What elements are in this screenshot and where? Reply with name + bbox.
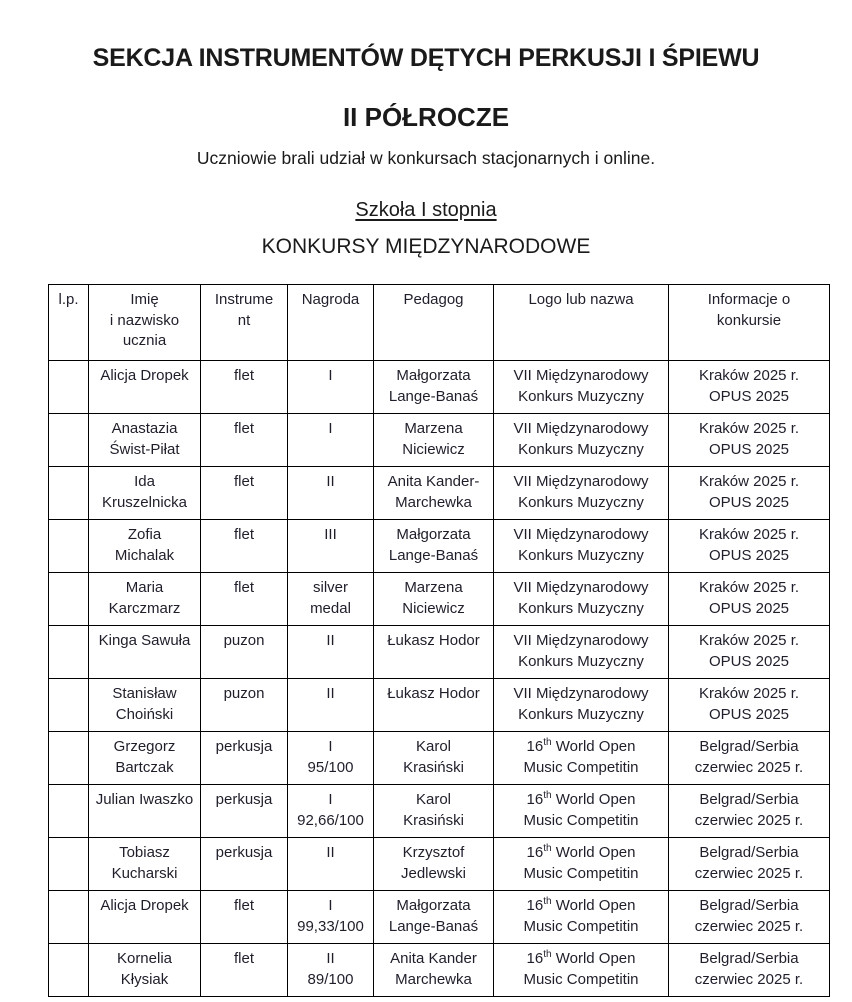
cell-lp	[49, 944, 89, 997]
cell-lp	[49, 732, 89, 785]
cell-instrument: flet	[201, 891, 288, 944]
ordinal-suffix: th	[543, 896, 552, 907]
cell-student-name: Grzegorz Bartczak	[89, 732, 201, 785]
ordinal-suffix: th	[543, 737, 552, 748]
cell-award: II	[288, 838, 374, 891]
cell-lp	[49, 573, 89, 626]
cell-lp	[49, 679, 89, 732]
cell-instrument: flet	[201, 414, 288, 467]
cell-competition-name: VII Międzynarodowy Konkurs Muzyczny	[494, 626, 669, 679]
competition-section-heading: KONKURSY MIĘDZYNARODOWE	[261, 235, 591, 259]
column-header-award: Nagroda	[288, 285, 374, 361]
cell-instrument: perkusja	[201, 785, 288, 838]
cell-lp	[49, 785, 89, 838]
page-title: SEKCJA INSTRUMENTÓW DĘTYCH PERKUSJI I ŚPIEWU	[92, 44, 760, 72]
cell-teacher: Łukasz Hodor	[374, 626, 494, 679]
cell-award: II	[288, 626, 374, 679]
cell-instrument: flet	[201, 467, 288, 520]
cell-competition-name: VII Międzynarodowy Konkurs Muzyczny	[494, 520, 669, 573]
cell-instrument: flet	[201, 573, 288, 626]
table-row	[49, 732, 830, 785]
cell-competition-name: 16th World Open Music Competitin	[494, 838, 669, 891]
cell-competition-info: Kraków 2025 r. OPUS 2025	[669, 414, 830, 467]
cell-competition-name: 16th World Open Music Competitin	[494, 891, 669, 944]
cell-competition-info: Kraków 2025 r. OPUS 2025	[669, 467, 830, 520]
cell-competition-info: Belgrad/Serbia czerwiec 2025 r.	[669, 838, 830, 891]
cell-instrument: puzon	[201, 679, 288, 732]
column-header-teacher: Pedagog	[374, 285, 494, 361]
cell-lp	[49, 520, 89, 573]
cell-lp	[49, 361, 89, 414]
cell-student-name: Alicja Dropek	[89, 891, 201, 944]
cell-competition-info: Belgrad/Serbia czerwiec 2025 r.	[669, 944, 830, 997]
cell-lp	[49, 838, 89, 891]
results-table-body	[49, 361, 830, 997]
semester-title: II PÓŁROCZE	[342, 101, 510, 132]
cell-student-name: Kinga Sawuła	[89, 626, 201, 679]
table-row	[49, 626, 830, 679]
cell-teacher: Krzysztof Jedlewski	[374, 838, 494, 891]
table-row	[49, 891, 830, 944]
cell-award: I	[288, 414, 374, 467]
cell-teacher: Małgorzata Lange-Banaś	[374, 520, 494, 573]
cell-teacher: Marzena Niciewicz	[374, 573, 494, 626]
cell-student-name: Kornelia Kłysiak	[89, 944, 201, 997]
table-row	[49, 785, 830, 838]
cell-lp	[49, 891, 89, 944]
cell-lp	[49, 626, 89, 679]
cell-award: II	[288, 467, 374, 520]
cell-competition-name: 16th World Open Music Competitin	[494, 732, 669, 785]
cell-competition-name: VII Międzynarodowy Konkurs Muzyczny	[494, 361, 669, 414]
cell-competition-name: VII Międzynarodowy Konkurs Muzyczny	[494, 467, 669, 520]
table-row	[49, 361, 830, 414]
cell-award: III	[288, 520, 374, 573]
cell-teacher: Karol Krasiński	[374, 732, 494, 785]
cell-student-name: Tobiasz Kucharski	[89, 838, 201, 891]
cell-award: silver medal	[288, 573, 374, 626]
school-level-text: Szkoła I stopnia	[355, 199, 497, 222]
table-header-row	[49, 285, 830, 361]
cell-competition-info: Belgrad/Serbia czerwiec 2025 r.	[669, 891, 830, 944]
table-row	[49, 679, 830, 732]
ordinal-suffix: th	[543, 949, 552, 960]
cell-student-name: Maria Karczmarz	[89, 573, 201, 626]
cell-instrument: puzon	[201, 626, 288, 679]
cell-teacher: Łukasz Hodor	[374, 679, 494, 732]
cell-instrument: perkusja	[201, 732, 288, 785]
cell-lp	[49, 414, 89, 467]
table-row	[49, 520, 830, 573]
table-row	[49, 838, 830, 891]
column-header-info: Informacje o konkursie	[669, 285, 830, 361]
cell-teacher: Małgorzata Lange-Banaś	[374, 361, 494, 414]
table-row	[49, 573, 830, 626]
ordinal-suffix: th	[543, 790, 552, 801]
cell-award: I	[288, 361, 374, 414]
cell-competition-info: Kraków 2025 r. OPUS 2025	[669, 520, 830, 573]
cell-student-name: Julian Iwaszko	[89, 785, 201, 838]
school-level-heading	[0, 169, 852, 222]
cell-instrument: flet	[201, 520, 288, 573]
cell-award: I 95/100	[288, 732, 374, 785]
cell-instrument: perkusja	[201, 838, 288, 891]
results-table	[48, 284, 830, 997]
cell-award: I 99,33/100	[288, 891, 374, 944]
cell-competition-info: Kraków 2025 r. OPUS 2025	[669, 626, 830, 679]
table-row	[49, 414, 830, 467]
cell-teacher: Marzena Niciewicz	[374, 414, 494, 467]
cell-instrument: flet	[201, 944, 288, 997]
table-row	[49, 467, 830, 520]
column-header-logo: Logo lub nazwa	[494, 285, 669, 361]
column-header-instrument: Instrume nt	[201, 285, 288, 361]
cell-competition-info: Kraków 2025 r. OPUS 2025	[669, 679, 830, 732]
cell-competition-name: VII Międzynarodowy Konkurs Muzyczny	[494, 679, 669, 732]
cell-competition-info: Belgrad/Serbia czerwiec 2025 r.	[669, 785, 830, 838]
results-table-container	[48, 284, 829, 997]
cell-student-name: Stanisław Choiński	[89, 679, 201, 732]
cell-award: II	[288, 679, 374, 732]
cell-student-name: Zofia Michalak	[89, 520, 201, 573]
cell-competition-info: Kraków 2025 r. OPUS 2025	[669, 361, 830, 414]
cell-teacher: Małgorzata Lange-Banaś	[374, 891, 494, 944]
cell-student-name: Anastazia Świst-Piłat	[89, 414, 201, 467]
ordinal-suffix: th	[543, 843, 552, 854]
cell-competition-name: VII Międzynarodowy Konkurs Muzyczny	[494, 573, 669, 626]
cell-teacher: Anita Kander Marchewka	[374, 944, 494, 997]
table-row	[49, 944, 830, 997]
cell-instrument: flet	[201, 361, 288, 414]
cell-award: II 89/100	[288, 944, 374, 997]
cell-student-name: Ida Kruszelnicka	[89, 467, 201, 520]
cell-competition-name: VII Międzynarodowy Konkurs Muzyczny	[494, 414, 669, 467]
cell-competition-name: 16th World Open Music Competitin	[494, 944, 669, 997]
cell-competition-info: Kraków 2025 r. OPUS 2025	[669, 573, 830, 626]
cell-competition-name: 16th World Open Music Competitin	[494, 785, 669, 838]
participation-note: Uczniowie brali udział w konkursach stacjonarnych i online.	[196, 148, 656, 169]
cell-award: I 92,66/100	[288, 785, 374, 838]
column-header-lp: l.p.	[49, 285, 89, 361]
cell-competition-info: Belgrad/Serbia czerwiec 2025 r.	[669, 732, 830, 785]
cell-student-name: Alicja Dropek	[89, 361, 201, 414]
cell-lp	[49, 467, 89, 520]
cell-teacher: Karol Krasiński	[374, 785, 494, 838]
cell-teacher: Anita Kander- Marchewka	[374, 467, 494, 520]
column-header-name: Imię i nazwisko ucznia	[89, 285, 201, 361]
